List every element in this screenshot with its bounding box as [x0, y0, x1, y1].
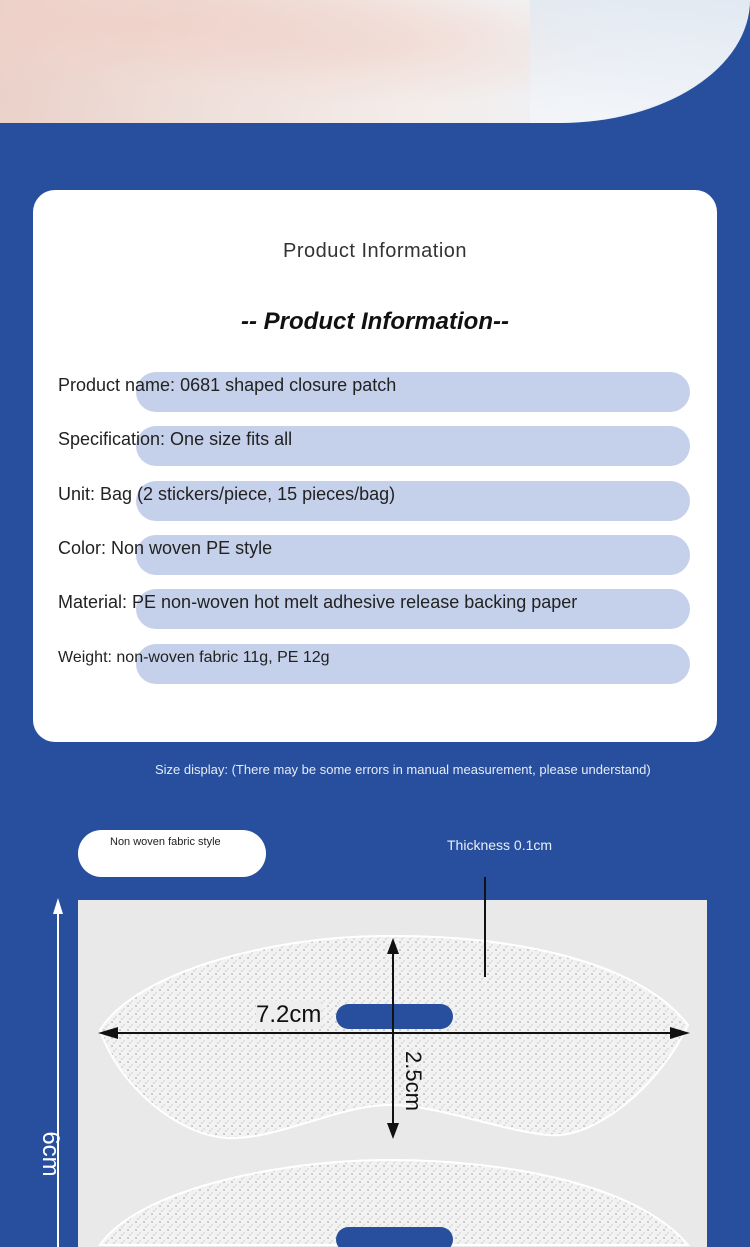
size-display-note: Size display: (There may be some errors in manual measurement, please understand)	[155, 762, 651, 777]
patch-diagram	[78, 900, 707, 1247]
card-subtitle: -- Product Information--	[241, 308, 509, 335]
row-text: Color: Non woven PE style	[58, 538, 273, 558]
card-title: Product Information	[282, 240, 468, 262]
row-text: Material: PE non-woven hot melt adhesive release backing paper	[58, 592, 578, 612]
depth-arrow-bottom	[387, 1123, 399, 1139]
info-row-weight	[33, 644, 717, 684]
row-text: Unit: Bag (2 stickers/piece, 15 pieces/bag)	[58, 484, 396, 504]
row-text: Weight: non-woven fabric 11g, PE 12g	[58, 649, 330, 666]
style-label: Non woven fabric style	[110, 836, 221, 848]
style-label-pill	[78, 830, 266, 877]
thickness-label: Thickness 0.1cm	[447, 837, 553, 853]
product-info-card	[33, 190, 717, 742]
row-text: Specification: One size fits all	[58, 429, 293, 449]
hero-curve-decoration	[530, 0, 750, 123]
info-row-specification	[33, 426, 717, 466]
info-row-color	[33, 535, 717, 575]
info-row-unit	[33, 481, 717, 521]
hero-photo-banner	[0, 0, 750, 123]
row-text: Product name: 0681 shaped closure patch	[58, 375, 397, 395]
patch-bottom-slot	[336, 1227, 453, 1247]
patch-diagram-panel	[78, 900, 707, 1247]
info-row-product-name	[33, 372, 717, 412]
width-label: 7.2cm	[256, 1001, 322, 1028]
patch-top-slot	[336, 1004, 453, 1029]
height-label: 6cm	[37, 1131, 64, 1177]
thickness-pointer-line	[484, 877, 486, 977]
height-axis-line	[57, 910, 59, 1247]
depth-label: 2.5cm	[401, 1051, 426, 1111]
info-row-material	[33, 589, 717, 629]
